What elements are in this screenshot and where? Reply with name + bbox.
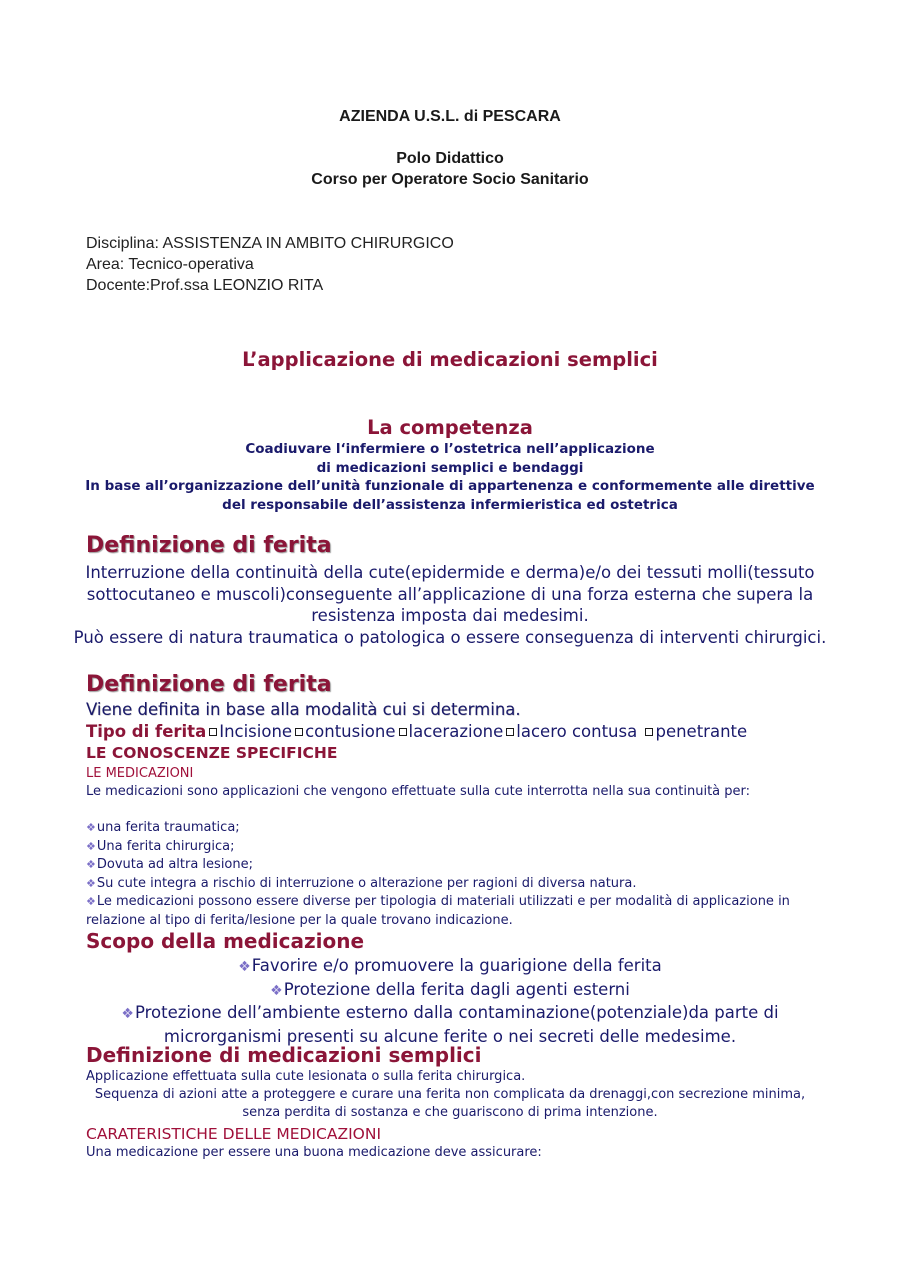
tipo-item: contusione <box>305 722 396 741</box>
def3-line2: Sequenza di azioni atte a proteggere e curare una ferita non complicata da drenaggi,con secrezione minima, <box>94 1087 806 1102</box>
diamond-bullet-icon: ❖ <box>86 821 96 834</box>
list-item: ❖una ferita traumatica; <box>86 820 240 835</box>
conoscenze-heading: LE CONOSCENZE SPECIFICHE <box>86 744 338 762</box>
tipo-item: penetrante <box>655 722 748 741</box>
medicazioni-list <box>86 819 790 930</box>
area-line: Area: Tecnico-operativa <box>86 256 254 273</box>
list-item-continuation: relazione al tipo di ferita/lesione per la quale trovano indicazione. <box>86 912 513 928</box>
tipo-item: lacero contusa <box>516 722 643 741</box>
competenza-title: La competenza <box>367 416 533 439</box>
list-item: ❖Dovuta ad altra lesione; <box>86 857 254 872</box>
medicazioni-label: LE MEDICAZIONI <box>86 766 194 781</box>
competenza-line: del responsabile dell’assistenza infermieristica ed ostetrica <box>222 496 678 513</box>
def3-heading: Definizione di medicazioni semplici <box>86 1043 482 1067</box>
checkbox-icon <box>645 728 653 736</box>
list-item: ❖Su cute integra a rischio di interruzione o alterazione per ragioni di diversa natura. <box>86 875 637 891</box>
diamond-bullet-icon: ❖ <box>86 876 96 890</box>
def3-line1: Applicazione effettuata sulla cute lesionata o sulla ferita chirurgica. <box>86 1069 526 1084</box>
diamond-bullet-icon: ❖ <box>270 982 283 999</box>
competenza-line: Coadiuvare l‘infermiere o l’ostetrica nell’applicazione <box>245 441 655 457</box>
list-item: ❖Protezione dell’ambiente esterno dalla contaminazione(potenziale)da parte di <box>121 1003 779 1022</box>
checkbox-icon <box>295 728 303 736</box>
tipo-ferita-line <box>86 721 747 743</box>
scopo-list <box>0 955 900 1047</box>
diamond-bullet-icon: ❖ <box>86 895 96 908</box>
caratteristiche-heading: CARATERISTICHE DELLE MEDICAZIONI <box>86 1125 382 1143</box>
def2-heading: Definizione di ferita <box>86 672 332 697</box>
org-title: AZIENDA U.S.L. di PESCARA <box>339 108 561 125</box>
diamond-bullet-icon: ❖ <box>238 959 251 975</box>
def1-line: Può essere di natura traumatica o patologica o essere conseguenza di interventi chirurgici. <box>73 627 827 647</box>
list-item: ❖Protezione della ferita dagli agenti esterni <box>270 979 630 999</box>
diamond-bullet-icon: ❖ <box>121 1006 134 1022</box>
def1-text <box>0 562 900 648</box>
competenza-line: di medicazioni semplici e bendaggi <box>316 459 584 476</box>
disciplina-line: Disciplina: ASSISTENZA IN AMBITO CHIRURGICO <box>86 235 454 252</box>
diamond-bullet-icon: ❖ <box>86 858 96 871</box>
tipo-ferita-label: Tipo di ferita <box>86 722 207 741</box>
polo-title: Polo Didattico <box>396 150 504 167</box>
list-item-continuation: microrganismi presenti su alcune ferite o nei secreti delle medesime. <box>163 1026 737 1046</box>
docente-line: Docente:Prof.ssa LEONZIO RITA <box>86 277 324 294</box>
scopo-heading: Scopo della medicazione <box>86 929 365 953</box>
medicazioni-text: Le medicazioni sono applicazioni che vengono effettuate sulla cute interrotta nella sua continuità per: <box>86 784 751 799</box>
competenza-text <box>0 440 900 514</box>
def1-line: Interruzione della continuità della cute(epidermide e derma)e/o dei tessuti molli(tessuto <box>85 563 815 582</box>
list-item: ❖Una ferita chirurgica; <box>86 838 235 854</box>
competenza-line: In base all’organizzazione dell’unità funzionale di appartenenza e conformemente alle direttive <box>85 478 815 494</box>
corso-title: Corso per Operatore Socio Sanitario <box>311 171 589 188</box>
diamond-bullet-icon: ❖ <box>86 839 96 853</box>
def1-line: sottocutaneo e muscoli)conseguente all’applicazione di una forza esterna che supera la <box>86 584 814 604</box>
def2-intro: Viene definita in base alla modalità cui si determina. <box>86 700 521 719</box>
list-item: ❖Le medicazioni possono essere diverse per tipologia di materiali utilizzati e per modalità di applicazione in <box>86 894 790 909</box>
caratteristiche-text: Una medicazione per essere una buona medicazione deve assicurare: <box>86 1145 542 1160</box>
main-title: L’applicazione di medicazioni semplici <box>242 348 658 371</box>
def3-line3: senza perdita di sostanza e che guariscono di prima intenzione. <box>242 1105 658 1120</box>
checkbox-icon <box>399 728 407 736</box>
tipo-item: Incisione <box>219 722 293 741</box>
list-item: ❖Favorire e/o promuovere la guarigione della ferita <box>238 956 662 975</box>
checkbox-icon <box>209 728 217 736</box>
checkbox-icon <box>506 728 514 736</box>
tipo-item: lacerazione <box>408 722 504 741</box>
def1-line: resistenza imposta dai medesimi. <box>311 606 589 625</box>
def1-heading: Definizione di ferita <box>86 533 332 558</box>
